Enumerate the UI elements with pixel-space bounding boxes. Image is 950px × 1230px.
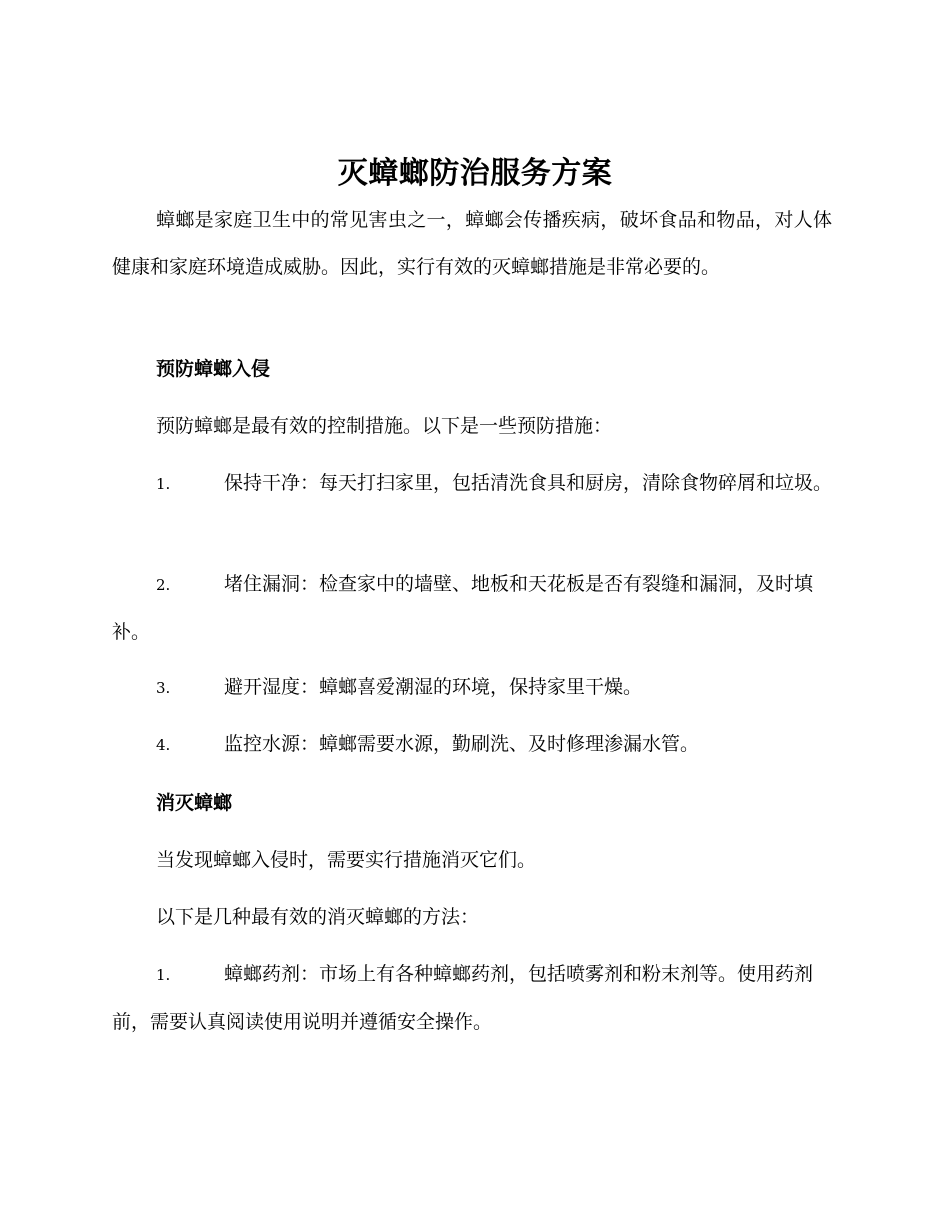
- list-item-number: 2.: [156, 576, 171, 594]
- list-item-number: 1.: [156, 475, 171, 493]
- list-item-number: 1.: [156, 966, 171, 984]
- list-item-text: 保持干净：每天打扫家里，包括清洗食具和厨房，清除食物碎屑和垃圾。: [224, 472, 833, 494]
- list-item: [112, 664, 832, 712]
- list-item: [112, 460, 832, 508]
- list-item-text: 堵住漏洞：检查家中的墙壁、地板和天花板是否有裂缝和漏洞，及时填补。: [112, 573, 814, 643]
- elimination-lead-text-1: 当发现蟑螂入侵时，需要实行措施消灭它们。: [156, 849, 537, 871]
- section-heading-elimination: 消灭蟑螂: [156, 792, 233, 814]
- elimination-lead-text-2: 以下是几种最有效的消灭蟑螂的方法：: [156, 906, 480, 928]
- list-item-number: 3.: [156, 679, 171, 697]
- list-item: [112, 721, 832, 769]
- document-title: 灭蟑螂防治服务方案: [337, 156, 613, 191]
- prevention-lead-text: 预防蟑螂是最有效的控制措施。以下是一些预防措施：: [156, 415, 613, 437]
- list-item-text: 监控水源：蟑螂需要水源，勤刷洗、及时修理渗漏水管。: [224, 733, 700, 755]
- section-heading-prevention: 预防蟑螂入侵: [156, 358, 271, 380]
- list-item: [112, 951, 832, 1046]
- list-item-text: 避开湿度：蟑螂喜爱潮湿的环境，保持家里干燥。: [224, 676, 643, 698]
- list-item: [112, 561, 832, 656]
- list-item-text: 蟑螂药剂：市场上有各种蟑螂药剂，包括喷雾剂和粉末剂等。使用药剂前，需要认真阅读使用说明并遵循安全操作。: [112, 963, 814, 1033]
- list-item-number: 4.: [156, 736, 171, 754]
- intro-paragraph: 蟑螂是家庭卫生中的常见害虫之一，蟑螂会传播疾病，破坏食品和物品，对人体健康和家庭环境造成威胁。因此，实行有效的灭蟑螂措施是非常必要的。: [112, 209, 832, 278]
